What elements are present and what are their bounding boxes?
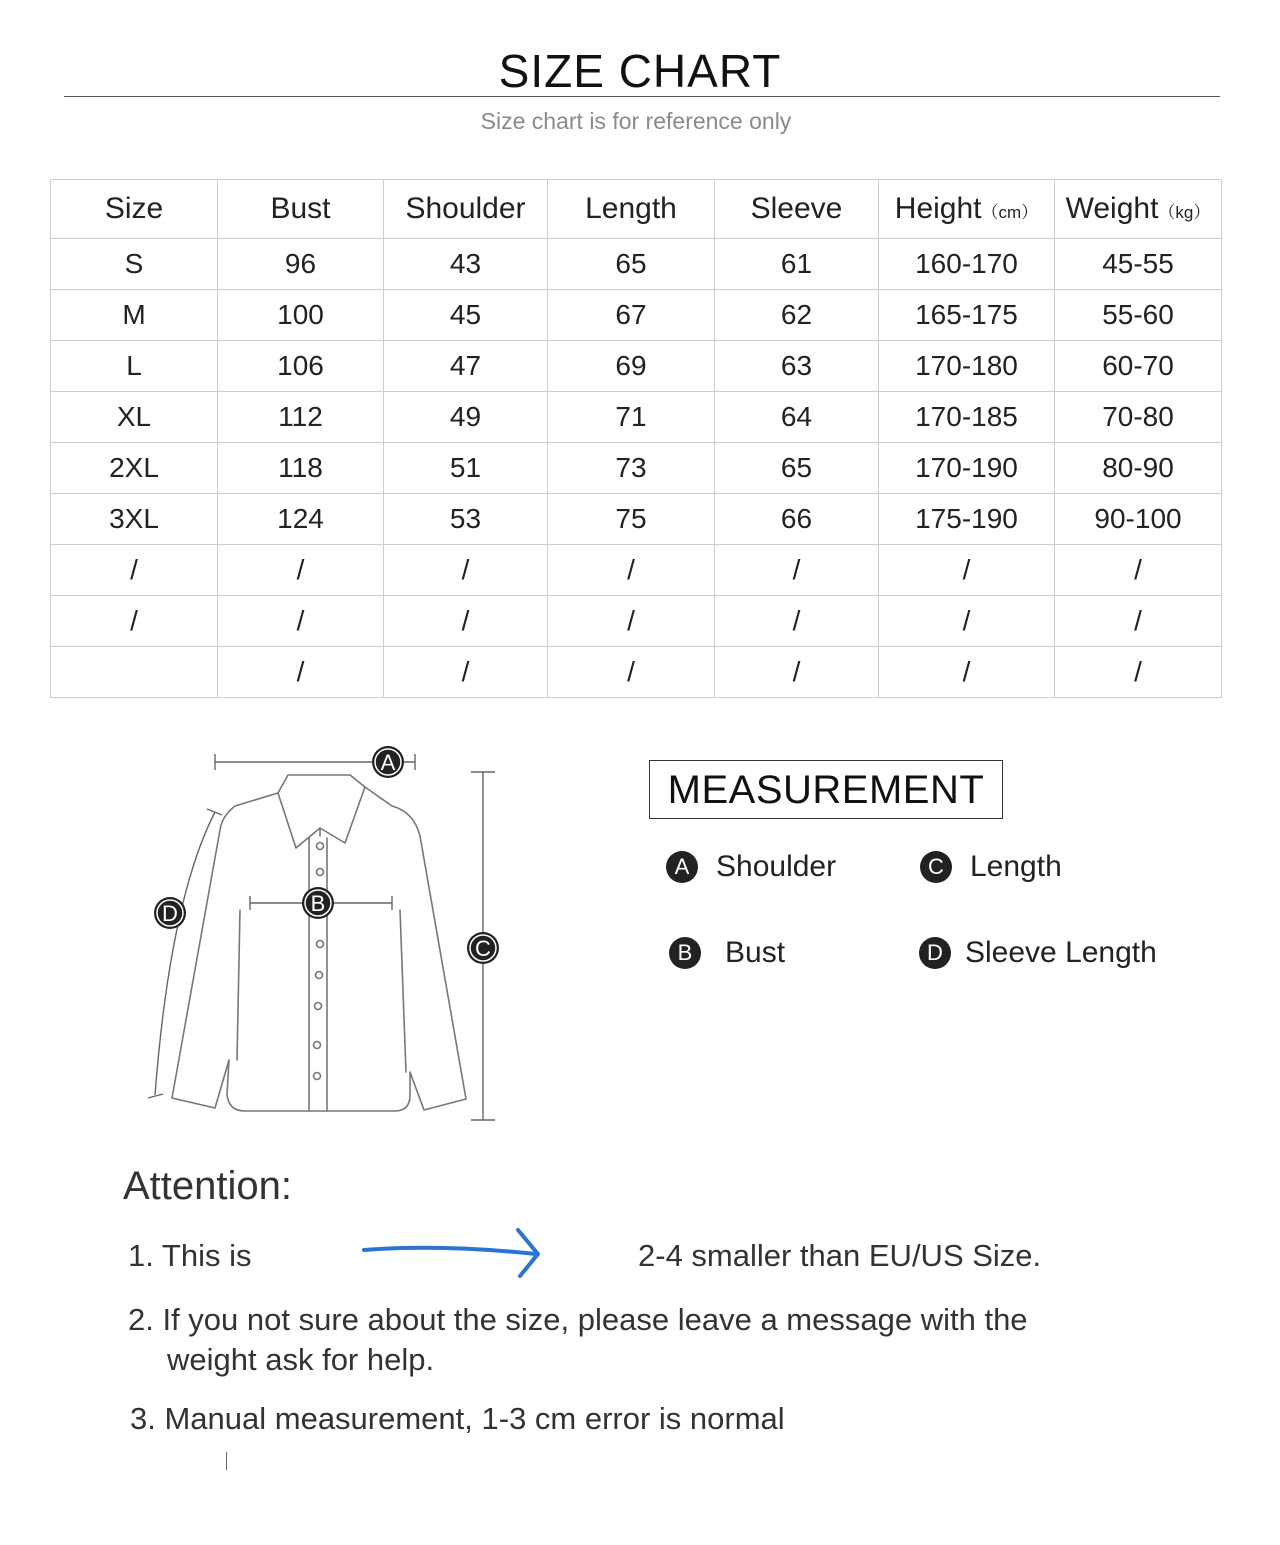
table-cell: 118 [218,443,384,494]
table-cell: L [51,341,218,392]
page-subtitle: Size chart is for reference only [480,108,792,134]
table-cell: 43 [384,239,548,290]
table-cell: 175-190 [879,494,1055,545]
table-cell: 64 [715,392,879,443]
legend-label: Shoulder [716,850,837,883]
table-row [51,239,1222,290]
table-cell: / [384,596,548,647]
column-header-sleeve: Sleeve [715,180,879,239]
table-cell: 70-80 [1055,392,1222,443]
table-cell: / [715,545,879,596]
table-cell: / [879,647,1055,698]
table-cell: / [218,647,384,698]
marker-c [467,932,499,964]
legend-label: Length [970,850,1062,883]
table-cell: / [715,647,879,698]
table-cell: 96 [218,239,384,290]
marker-b-label: B [310,891,326,916]
table-row [51,647,1222,698]
table-cell: 49 [384,392,548,443]
marker-a [372,746,404,778]
table-row [51,596,1222,647]
table-cell: 67 [548,290,715,341]
unit-label: （cm） [981,203,1039,222]
table-cell: 63 [715,341,879,392]
table-cell: 165-175 [879,290,1055,341]
table-cell: / [1055,545,1222,596]
table-cell: 124 [218,494,384,545]
table-cell: 3XL [51,494,218,545]
table-cell: / [51,596,218,647]
table-cell: / [384,647,548,698]
table-cell: / [1055,596,1222,647]
table-cell: 170-185 [879,392,1055,443]
stray-mark [226,1452,227,1470]
table-cell: S [51,239,218,290]
legend-item-length [920,850,1062,884]
shirt-diagram [140,740,520,1140]
table-cell: 160-170 [879,239,1055,290]
table-cell: 90-100 [1055,494,1222,545]
legend-item-bust [669,936,785,970]
column-header-bust: Bust [218,180,384,239]
table-cell: 65 [548,239,715,290]
table-cell: / [51,545,218,596]
table-cell: / [1055,647,1222,698]
marker-b [302,887,334,919]
table-cell: 80-90 [1055,443,1222,494]
table-cell: / [548,596,715,647]
table-cell: 106 [218,341,384,392]
legend-item-shoulder [666,850,836,884]
legend-item-sleeve-length [919,936,1157,970]
table-row [51,443,1222,494]
legend-label: Sleeve Length [965,936,1157,969]
table-cell: 112 [218,392,384,443]
table-header-row [51,180,1222,239]
table-cell: / [548,545,715,596]
table-cell: / [218,596,384,647]
marker-c-label: C [475,936,491,961]
table-cell: 170-180 [879,341,1055,392]
page-title: SIZE CHART [498,45,782,97]
table-row [51,545,1222,596]
attention-title: Attention: [123,1164,293,1208]
table-cell: / [879,596,1055,647]
table-cell: 45 [384,290,548,341]
table-row [51,290,1222,341]
table-row [51,392,1222,443]
column-header-length: Length [548,180,715,239]
legend-badge-b: B [669,937,701,969]
shirt-outline-icon [172,775,466,1111]
table-cell: 61 [715,239,879,290]
table-row [51,494,1222,545]
table-cell: 47 [384,341,548,392]
arrow-right-icon [360,1222,550,1282]
marker-a-label: A [380,750,396,775]
table-cell: 170-190 [879,443,1055,494]
table-cell: M [51,290,218,341]
measurement-title: MEASUREMENT [649,760,1003,819]
table-cell: / [879,545,1055,596]
attention-line-2: 2. If you not sure about the size, please leave a message with the [128,1302,1028,1337]
legend-badge-a: A [666,851,698,883]
table-cell: 71 [548,392,715,443]
attention-line-1-start: 1. This is [128,1238,252,1273]
column-header-shoulder: Shoulder [384,180,548,239]
table-cell: / [715,596,879,647]
table-cell: XL [51,392,218,443]
column-header-size: Size [51,180,218,239]
table-cell: 100 [218,290,384,341]
attention-line-1-end: 2-4 smaller than EU/US Size. [638,1238,1042,1273]
table-cell: 69 [548,341,715,392]
table-cell: 55-60 [1055,290,1222,341]
table-cell: 75 [548,494,715,545]
table-cell: 60-70 [1055,341,1222,392]
attention-line-2-continued: weight ask for help. [167,1342,435,1377]
table-cell: 73 [548,443,715,494]
table-cell: / [384,545,548,596]
title-divider [64,96,1220,97]
table-cell: 45-55 [1055,239,1222,290]
column-header-height: Height（cm） [879,180,1055,239]
table-cell: 65 [715,443,879,494]
size-table [50,179,1222,698]
table-cell: 62 [715,290,879,341]
table-cell: 66 [715,494,879,545]
legend-label: Bust [725,936,786,969]
table-cell: 51 [384,443,548,494]
table-cell: / [548,647,715,698]
legend-badge-c: C [920,851,952,883]
table-cell: 53 [384,494,548,545]
marker-d-label: D [162,901,178,926]
attention-line-3: 3. Manual measurement, 1-3 cm error is normal [130,1401,785,1436]
table-cell: 2XL [51,443,218,494]
column-header-weight: Weight（kg） [1055,180,1222,239]
legend-badge-d: D [919,937,951,969]
unit-label: （kg） [1158,203,1211,222]
table-cell [51,647,218,698]
marker-d [154,897,186,929]
table-cell: / [218,545,384,596]
table-row [51,341,1222,392]
